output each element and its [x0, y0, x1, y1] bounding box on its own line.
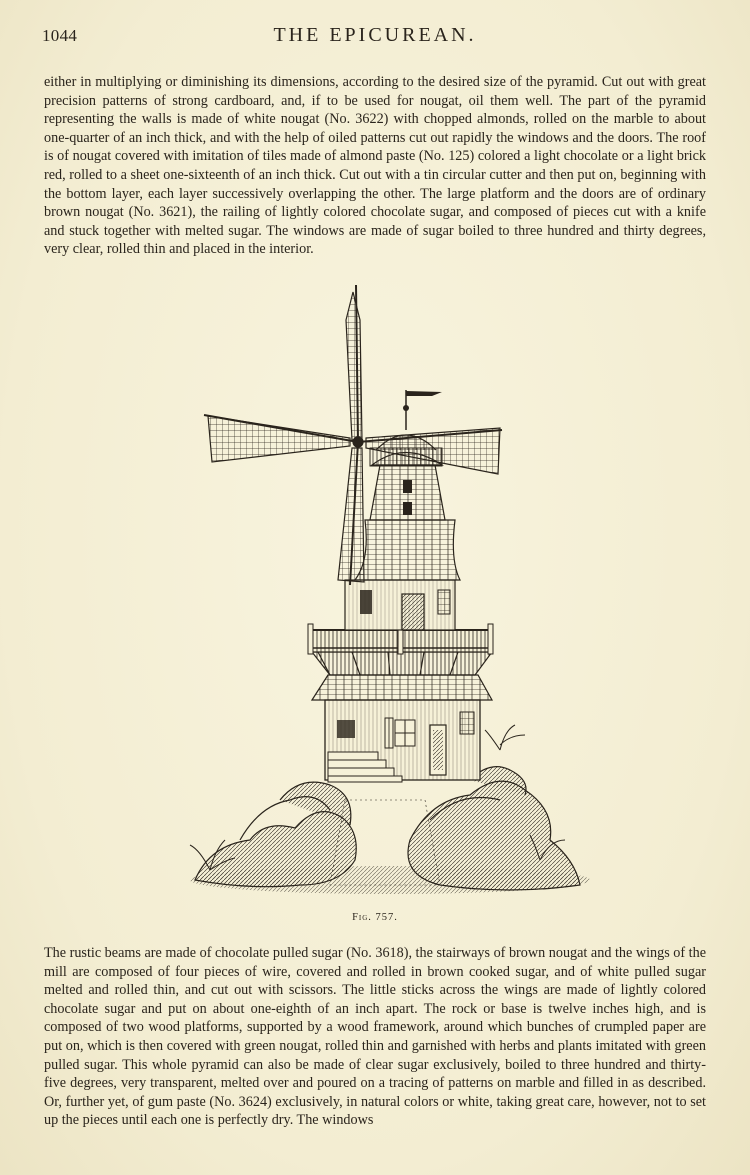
- body-paragraph-bottom: The rustic beams are made of chocolate pulled sugar (No. 3618), the stairways of brown nougat and the wings of the mill are composed of four pieces of wire, covered and rolled in brown cooked sugar, and of white pulled sugar melted and rolled thin, and cut out with scissors. The little sticks across the wings are made of lightly colored chocolate sugar and put on about one-eighth of an inch apart. The rock or base is twelve inches high, and is composed of two wood platforms, supported by a wood framework, around which bunches of crumpled paper are put on, which is then covered with green nougat, rolled thin and garnished with herbs and plants imitated with green pulled sugar. This whole pyramid can also be made of clear sugar exclusively, boiled to three hundred and thirty-five degrees, very transparent, melted over and poured on a tracing of patterns on marble and filled in as described. Or, further yet, of gum paste (No. 3624) exclusively, in natural colors or white, taking great care, however, not to set up the pieces until each one is perfectly dry. The windows: [44, 945, 706, 1129]
- body-paragraph-top: either in multiplying or diminishing its dimensions, according to the desired size of the pyramid. Cut out with great precision patterns of strong cardboard, and, if to be used for nougat, oil them well. The part of the pyramid representing the walls is made of white nougat (No. 3622) with chopped almonds, rolled on the marble to about one-quarter of an inch thick, and with the help of oiled patterns cut out rapidly the windows and the doors. The roof is of nougat covered with imitation of tiles made of almond paste (No. 125) colored a light chocolate or a light brick red, rolled to a sheet one-sixteenth of an inch thick. Cut out with a tin circular cutter and then put on, beginning with the bottom layer, each layer successively overlapping the other. The large platform and the doors are of ordinary brown nougat (No. 3621), the railing of lightly colored chocolate sugar, and composed of pieces cut with a knife and stuck together with melted sugar. The windows are made of sugar boiled to three hundred and thirty degrees, very clear, rolled thin and placed in the interior.: [44, 74, 706, 258]
- figure-caption: Fig. 757.: [352, 912, 398, 923]
- running-title: THE EPICUREAN.: [273, 24, 477, 46]
- page-number: 1044: [42, 26, 78, 45]
- page-header: [42, 24, 708, 54]
- windmill-illustration-icon: [180, 280, 600, 905]
